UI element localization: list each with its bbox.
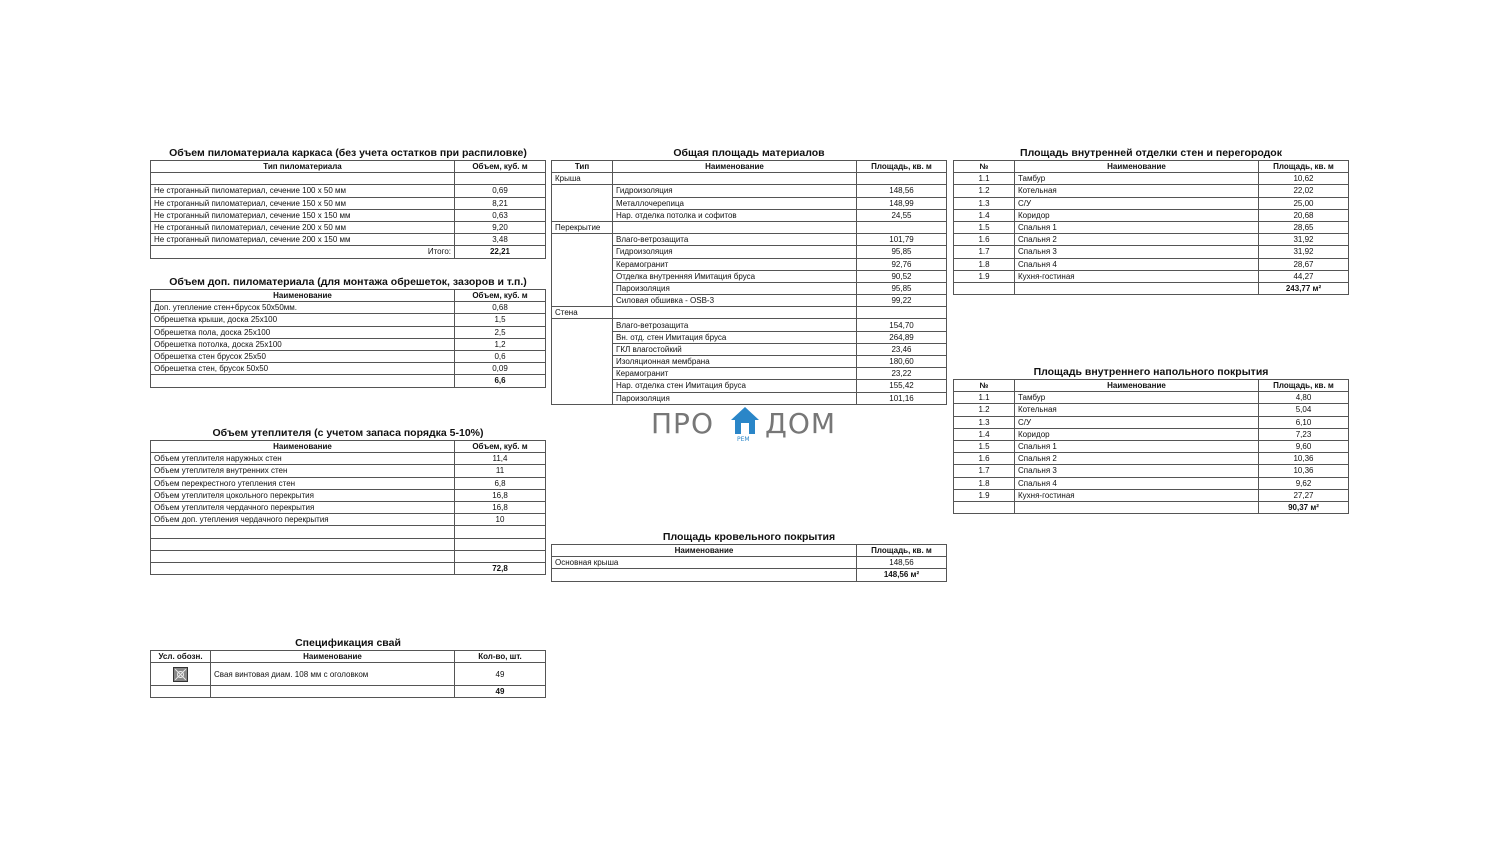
table-row	[552, 282, 947, 294]
group-header-row	[552, 307, 947, 319]
table-cell: 27,27	[1259, 489, 1349, 501]
table-cell: Обрешетка пола, доска 25х100	[151, 326, 455, 338]
table-row	[552, 258, 947, 270]
table-cell: 264,89	[857, 331, 947, 343]
table-row	[954, 209, 1349, 221]
column-header: Кол-во, шт.	[455, 651, 546, 663]
table-cell: 3,48	[455, 234, 546, 246]
table-row	[151, 221, 546, 233]
table-cell: 8,21	[455, 197, 546, 209]
table-cell	[954, 501, 1015, 513]
table-cell: 10,36	[1259, 465, 1349, 477]
prodom-logo	[651, 405, 851, 445]
total-row	[151, 562, 546, 574]
table-cell: 9,62	[1259, 477, 1349, 489]
table-row	[151, 514, 546, 526]
total-value: 72,8	[455, 562, 546, 574]
materials-table	[551, 160, 947, 405]
table-row	[552, 331, 947, 343]
table-cell: 1.1	[954, 392, 1015, 404]
table-cell	[857, 173, 947, 185]
table-cell: Обрешетка стен, брусок 50х50	[151, 363, 455, 375]
table-cell: 1,5	[455, 314, 546, 326]
table-cell	[455, 550, 546, 562]
table-cell: 2,5	[455, 326, 546, 338]
table-row	[954, 440, 1349, 452]
table-cell: 1.8	[954, 477, 1015, 489]
table-cell: Нар. отделка потолка и софитов	[613, 209, 857, 221]
table-cell: 1.8	[954, 258, 1015, 270]
total-row	[954, 282, 1349, 294]
column-header: Наименование	[613, 161, 857, 173]
roofing-table	[551, 544, 947, 582]
table-row	[954, 246, 1349, 258]
table-row	[954, 258, 1349, 270]
extra-lumber-table	[150, 289, 546, 388]
table-row	[151, 234, 546, 246]
wall-finish-section	[953, 147, 1349, 295]
table-cell: Спальня 1	[1015, 221, 1259, 233]
table-row	[151, 501, 546, 513]
lumber-header-type: Тип пиломатериала	[151, 161, 455, 173]
table-cell: 11	[455, 465, 546, 477]
table-cell: 1.7	[954, 465, 1015, 477]
table-cell: 49	[455, 663, 546, 686]
total-value: 49	[455, 686, 546, 698]
total-value: 148,56 м²	[857, 569, 947, 581]
table-cell: Не строганный пиломатериал, сечение 100 х 50 мм	[151, 185, 455, 197]
column-header: Объем, куб. м	[455, 441, 546, 453]
table-row	[954, 270, 1349, 282]
table-cell: С/У	[1015, 416, 1259, 428]
insulation-section	[150, 427, 546, 575]
house-icon	[729, 405, 761, 437]
total-row	[151, 686, 546, 698]
table-cell: Влаго-ветрозащита	[613, 234, 857, 246]
total-row	[151, 246, 546, 258]
table-cell: 0,6	[455, 350, 546, 362]
table-cell: Гидроизоляция	[613, 246, 857, 258]
column-header: Площадь, кв. м	[1259, 161, 1349, 173]
table-cell: Спальня 4	[1015, 477, 1259, 489]
table-cell	[211, 686, 455, 698]
table-row	[954, 416, 1349, 428]
lumber-section	[150, 147, 546, 259]
table-cell: 1.4	[954, 209, 1015, 221]
table-cell: Свая винтовая диам. 108 мм с оголовком	[211, 663, 455, 686]
table-cell: 28,67	[1259, 258, 1349, 270]
table-row	[552, 557, 947, 569]
table-row	[151, 350, 546, 362]
table-cell: 7,23	[1259, 428, 1349, 440]
roofing-title: Площадь кровельного покрытия	[662, 531, 836, 543]
extra-lumber-section	[150, 276, 546, 388]
group-type-wall: Стена	[552, 307, 613, 319]
table-cell	[552, 343, 613, 355]
table-cell: 1.2	[954, 185, 1015, 197]
table-cell: Коридор	[1015, 428, 1259, 440]
table-cell: 95,85	[857, 246, 947, 258]
table-row	[954, 173, 1349, 185]
table-cell: Котельная	[1015, 185, 1259, 197]
table-row	[954, 197, 1349, 209]
table-cell: 22,02	[1259, 185, 1349, 197]
table-cell: Коридор	[1015, 209, 1259, 221]
table-cell: Спальня 4	[1015, 258, 1259, 270]
table-cell: Тамбур	[1015, 173, 1259, 185]
table-cell: 20,68	[1259, 209, 1349, 221]
materials-section	[551, 147, 947, 405]
table-row	[151, 302, 546, 314]
table-cell: 92,76	[857, 258, 947, 270]
piles-section	[150, 637, 546, 698]
group-header-row	[552, 221, 947, 233]
column-header: Наименование	[1015, 380, 1259, 392]
table-row	[552, 319, 947, 331]
table-cell	[552, 282, 613, 294]
table-cell: Объем утеплителя чердачного перекрытия	[151, 501, 455, 513]
table-cell: Кухня-гостиная	[1015, 270, 1259, 282]
table-cell	[954, 282, 1015, 294]
table-row	[151, 663, 546, 686]
insulation-table	[150, 440, 546, 575]
table-cell	[552, 209, 613, 221]
table-cell: 1.3	[954, 416, 1015, 428]
table-cell: С/У	[1015, 197, 1259, 209]
column-header: Площадь, кв. м	[857, 161, 947, 173]
table-cell: 1.7	[954, 246, 1015, 258]
table-cell	[151, 686, 211, 698]
total-row	[552, 569, 947, 581]
table-cell	[552, 246, 613, 258]
table-cell	[552, 331, 613, 343]
table-cell: Обрешетка потолка, доска 25х100	[151, 338, 455, 350]
table-cell	[455, 538, 546, 550]
table-row	[552, 270, 947, 282]
table-cell: 1.2	[954, 404, 1015, 416]
table-cell: Доп. утепление стен+брусок 50х50мм.	[151, 302, 455, 314]
table-row	[954, 428, 1349, 440]
table-row	[954, 465, 1349, 477]
table-cell	[1015, 501, 1259, 513]
table-cell: 101,16	[857, 392, 947, 404]
table-row	[954, 453, 1349, 465]
table-cell	[455, 526, 546, 538]
table-cell: Объем утеплителя наружных стен	[151, 453, 455, 465]
table-row-empty	[151, 173, 455, 185]
table-row	[954, 489, 1349, 501]
table-cell	[552, 319, 613, 331]
table-cell: Обрешетка крыши, доска 25х100	[151, 314, 455, 326]
table-cell: Изоляционная мембрана	[613, 356, 857, 368]
table-cell: 148,56	[857, 185, 947, 197]
group-header-row	[552, 173, 947, 185]
table-cell: 23,22	[857, 368, 947, 380]
table-cell	[552, 295, 613, 307]
total-label: Итого:	[151, 246, 455, 258]
table-cell	[552, 368, 613, 380]
table-row	[954, 404, 1349, 416]
table-cell: Объем перекрестного утепления стен	[151, 477, 455, 489]
table-cell	[552, 569, 857, 581]
table-row	[151, 185, 546, 197]
piles-table	[150, 650, 546, 698]
table-row	[954, 477, 1349, 489]
table-row	[151, 465, 546, 477]
table-cell	[552, 392, 613, 404]
table-cell: Спальня 1	[1015, 440, 1259, 452]
table-cell: Пароизоляция	[613, 392, 857, 404]
total-value: 22,21	[455, 246, 546, 258]
table-cell: 148,56	[857, 557, 947, 569]
table-cell	[151, 550, 455, 562]
table-row	[552, 197, 947, 209]
table-row	[552, 380, 947, 392]
table-cell: 1.5	[954, 440, 1015, 452]
table-cell: 5,04	[1259, 404, 1349, 416]
table-row	[151, 489, 546, 501]
wall-finish-title: Площадь внутренней отделки стен и перегородок	[1020, 147, 1282, 159]
table-cell: 4,80	[1259, 392, 1349, 404]
table-cell: 10,62	[1259, 173, 1349, 185]
wall-finish-table	[953, 160, 1349, 295]
table-cell: 1.6	[954, 453, 1015, 465]
column-header: Наименование	[552, 545, 857, 557]
table-row	[151, 477, 546, 489]
total-row	[954, 501, 1349, 513]
table-cell: 44,27	[1259, 270, 1349, 282]
table-cell: Керамогранит	[613, 258, 857, 270]
table-cell: Не строганный пиломатериал, сечение 200 х 50 мм	[151, 221, 455, 233]
table-cell: 31,92	[1259, 234, 1349, 246]
table-cell: Отделка внутренняя Имитация бруса	[613, 270, 857, 282]
table-cell	[151, 562, 455, 574]
materials-title: Общая площадь материалов	[673, 147, 825, 159]
table-cell: 1.4	[954, 428, 1015, 440]
table-row	[151, 338, 546, 350]
table-cell: 1.5	[954, 221, 1015, 233]
column-header: Наименование	[211, 651, 455, 663]
table-cell: 1,2	[455, 338, 546, 350]
table-cell: Обрешетка стен брусок 25х50	[151, 350, 455, 362]
logo-text-right: ДОМ	[765, 407, 837, 440]
table-cell	[552, 197, 613, 209]
table-row	[151, 314, 546, 326]
total-value: 90,37 м²	[1259, 501, 1349, 513]
extra-lumber-title: Объем доп. пиломатериала (для монтажа обрешеток, зазоров и т.п.)	[169, 276, 527, 288]
table-cell: Влаго-ветрозащита	[613, 319, 857, 331]
table-cell: 99,22	[857, 295, 947, 307]
table-row-empty	[151, 550, 546, 562]
table-cell: Объем утеплителя внутренних стен	[151, 465, 455, 477]
table-cell: Не строганный пиломатериал, сечение 150 х 150 мм	[151, 209, 455, 221]
table-cell	[552, 356, 613, 368]
table-cell: 16,8	[455, 501, 546, 513]
table-row	[151, 363, 546, 375]
table-row	[954, 234, 1349, 246]
table-cell: Объем утеплителя цокольного перекрытия	[151, 489, 455, 501]
table-cell	[151, 526, 455, 538]
lumber-header-volume: Объем, куб. м	[455, 161, 546, 173]
table-row	[954, 392, 1349, 404]
table-row	[552, 368, 947, 380]
table-row	[151, 197, 546, 209]
lumber-title: Объем пиломатериала каркаса (без учета остатков при распиловке)	[169, 147, 527, 159]
column-header: Усл. обозн.	[151, 651, 211, 663]
table-cell: Пароизоляция	[613, 282, 857, 294]
table-cell: 1.3	[954, 197, 1015, 209]
column-header: Наименование	[1015, 161, 1259, 173]
table-cell: Не строганный пиломатериал, сечение 200 х 150 мм	[151, 234, 455, 246]
group-type-floor: Перекрытие	[552, 221, 613, 233]
table-cell	[857, 221, 947, 233]
screw-pile-icon	[173, 667, 188, 682]
table-row	[954, 185, 1349, 197]
table-cell	[613, 173, 857, 185]
total-value: 243,77 м²	[1259, 282, 1349, 294]
table-cell	[151, 663, 211, 686]
logo-subtext: РЕМ	[737, 436, 750, 443]
table-cell	[1015, 282, 1259, 294]
table-row	[552, 343, 947, 355]
table-cell: 1.9	[954, 489, 1015, 501]
table-cell: Керамогранит	[613, 368, 857, 380]
table-cell: 0,63	[455, 209, 546, 221]
table-cell: 90,52	[857, 270, 947, 282]
table-cell: ГКЛ влагостойкий	[613, 343, 857, 355]
table-cell	[455, 173, 546, 185]
table-cell: 0,68	[455, 302, 546, 314]
table-row	[552, 234, 947, 246]
table-cell: Гидроизоляция	[613, 185, 857, 197]
column-header: Площадь, кв. м	[857, 545, 947, 557]
table-cell: Спальня 3	[1015, 465, 1259, 477]
table-cell	[552, 380, 613, 392]
table-cell: 24,55	[857, 209, 947, 221]
table-cell: Кухня-гостиная	[1015, 489, 1259, 501]
table-cell: 11,4	[455, 453, 546, 465]
table-cell: 10	[455, 514, 546, 526]
table-cell	[613, 221, 857, 233]
table-cell: Силовая обшивка - OSB-3	[613, 295, 857, 307]
table-cell: Тамбур	[1015, 392, 1259, 404]
table-cell: 95,85	[857, 282, 947, 294]
table-cell	[552, 185, 613, 197]
table-cell: 6,8	[455, 477, 546, 489]
table-cell: 10,36	[1259, 453, 1349, 465]
column-header: Площадь, кв. м	[1259, 380, 1349, 392]
table-cell: 16,8	[455, 489, 546, 501]
table-cell: 0,69	[455, 185, 546, 197]
table-row	[954, 221, 1349, 233]
table-cell: 25,00	[1259, 197, 1349, 209]
column-header: Наименование	[151, 290, 455, 302]
table-cell: 28,65	[1259, 221, 1349, 233]
group-type-roof: Крыша	[552, 173, 613, 185]
table-cell: 1.9	[954, 270, 1015, 282]
lumber-table	[150, 160, 546, 259]
table-cell: 9,20	[455, 221, 546, 233]
table-cell	[613, 307, 857, 319]
table-row	[151, 326, 546, 338]
table-cell: 180,60	[857, 356, 947, 368]
table-cell: Спальня 2	[1015, 234, 1259, 246]
floor-table	[953, 379, 1349, 514]
column-header: №	[954, 161, 1015, 173]
table-row	[151, 453, 546, 465]
column-header: Тип	[552, 161, 613, 173]
table-row	[552, 185, 947, 197]
table-cell	[552, 234, 613, 246]
table-cell: Не строганный пиломатериал, сечение 150 х 50 мм	[151, 197, 455, 209]
table-cell: Основная крыша	[552, 557, 857, 569]
table-cell: 6,10	[1259, 416, 1349, 428]
column-header: Наименование	[151, 441, 455, 453]
table-row	[151, 209, 546, 221]
table-cell	[552, 270, 613, 282]
table-cell: 155,42	[857, 380, 947, 392]
column-header: Объем, куб. м	[455, 290, 546, 302]
table-cell: Спальня 2	[1015, 453, 1259, 465]
table-cell: 1.6	[954, 234, 1015, 246]
table-cell: Металлочерепица	[613, 197, 857, 209]
table-row	[552, 209, 947, 221]
table-cell: 9,60	[1259, 440, 1349, 452]
table-row-empty	[151, 526, 546, 538]
table-cell	[552, 258, 613, 270]
table-row-empty	[151, 538, 546, 550]
insulation-title: Объем утеплителя (с учетом запаса порядка 5-10%)	[212, 427, 484, 439]
logo-text-left: ПРО	[651, 407, 714, 440]
table-row	[552, 246, 947, 258]
table-cell: Спальня 3	[1015, 246, 1259, 258]
column-header: №	[954, 380, 1015, 392]
table-row	[552, 356, 947, 368]
table-cell: 1.1	[954, 173, 1015, 185]
table-cell: 23,46	[857, 343, 947, 355]
table-row	[552, 295, 947, 307]
table-cell: 0,09	[455, 363, 546, 375]
table-cell: Котельная	[1015, 404, 1259, 416]
piles-title: Спецификация свай	[295, 637, 401, 649]
table-row	[552, 392, 947, 404]
table-cell: Нар. отделка стен Имитация бруса	[613, 380, 857, 392]
total-row	[151, 375, 546, 387]
floor-title: Площадь внутреннего напольного покрытия	[1033, 366, 1269, 378]
table-cell: Вн. отд. стен Имитация бруса	[613, 331, 857, 343]
table-cell: Объем доп. утепления чердачного перекрытия	[151, 514, 455, 526]
table-cell	[151, 375, 455, 387]
table-cell: 31,92	[1259, 246, 1349, 258]
table-cell: 154,70	[857, 319, 947, 331]
table-cell: 101,79	[857, 234, 947, 246]
floor-section	[953, 366, 1349, 514]
table-cell: 148,99	[857, 197, 947, 209]
table-cell	[151, 538, 455, 550]
roofing-section	[551, 531, 947, 582]
total-value: 6,6	[455, 375, 546, 387]
table-cell	[857, 307, 947, 319]
